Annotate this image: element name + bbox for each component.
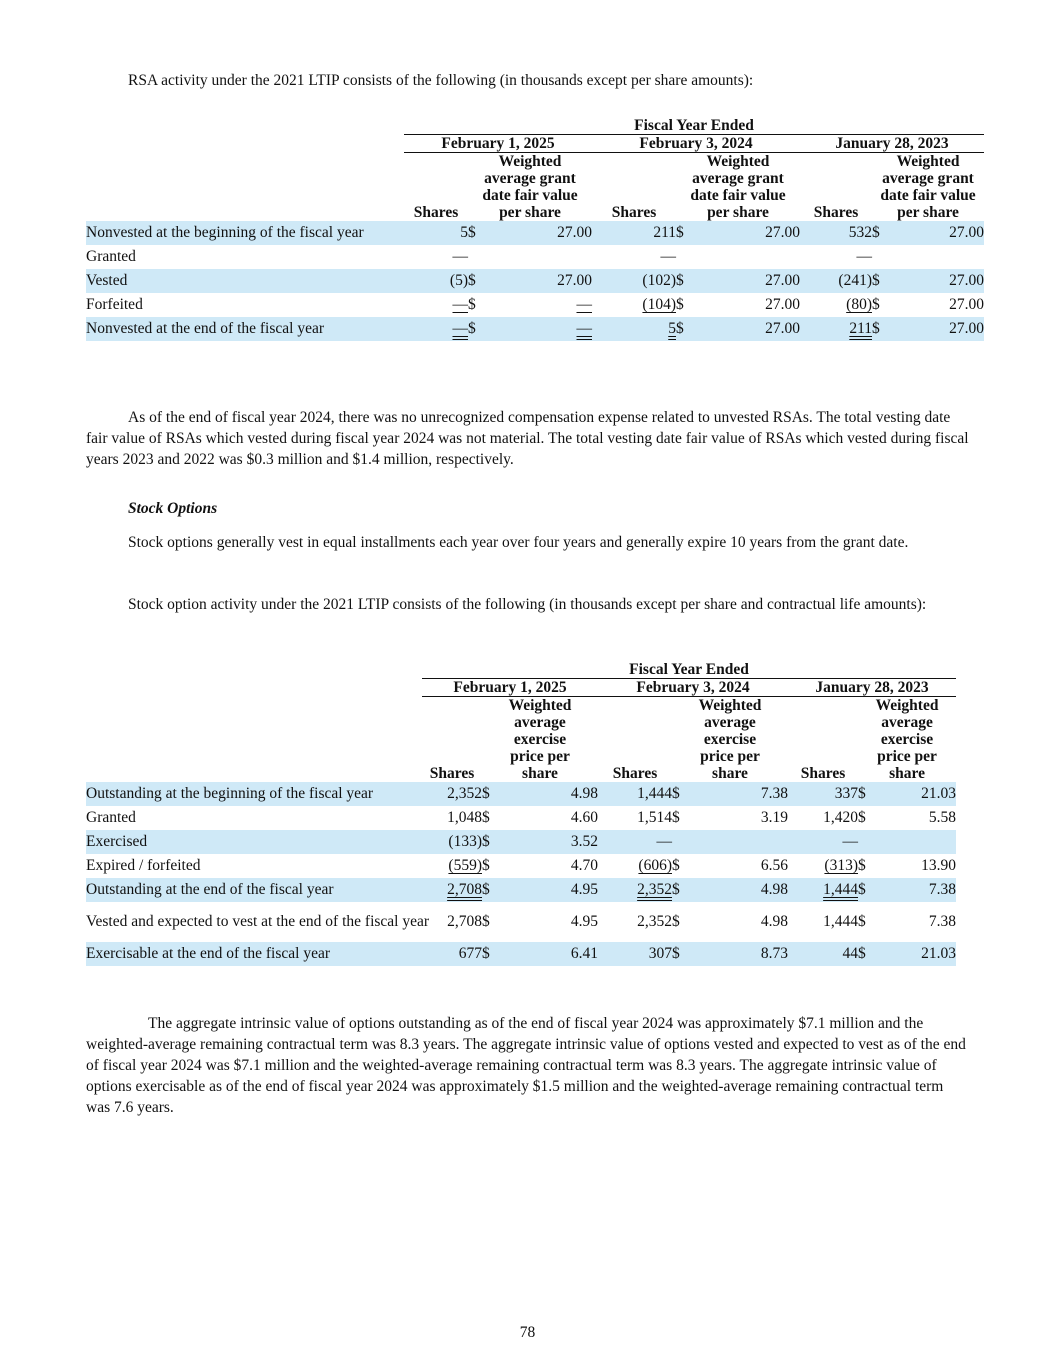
value-column-header: Weighted average exercise price per share	[508, 697, 572, 782]
stock-option-activity-table	[86, 661, 956, 966]
shares-value	[404, 269, 468, 293]
per-share-value-text: 3.52	[570, 833, 598, 850]
per-share-value	[702, 293, 800, 317]
rsa-vesting-paragraph: As of the end of fiscal year 2024, there was no unrecognized compensation expense related to unvested RSAs. The total vesting date fair value of RSAs which vested during fiscal year 2024 was not material. The total vesting date fair value of RSAs which vested during fiscal years 2023 and 2022 was $0.3 million and $1.4 million, respectively.	[86, 409, 969, 468]
currency-sign-text: $	[672, 881, 680, 898]
currency-sign-text: $	[482, 785, 490, 802]
period-header: February 1, 2025	[404, 135, 592, 153]
value-column-header: Weighted average grant date fair value per share	[880, 153, 976, 221]
currency-sign-text: $	[468, 296, 476, 313]
shares-value	[592, 221, 676, 245]
shares-value-text: 307	[648, 945, 672, 962]
per-share-value-text: 7.38	[928, 913, 957, 930]
shares-value	[422, 830, 482, 854]
currency-sign	[858, 902, 884, 942]
per-share-value-text: 21.03	[921, 945, 957, 962]
per-share-value	[508, 878, 598, 902]
currency-sign	[482, 854, 508, 878]
shares-value-text: —	[842, 833, 858, 850]
currency-sign-text: $	[672, 913, 680, 930]
shares-column-header: Shares	[800, 765, 846, 782]
currency-sign-text: $	[858, 945, 866, 962]
per-share-value-text: 27.00	[949, 296, 985, 313]
currency-sign-text: $	[858, 809, 866, 826]
per-share-value	[702, 245, 800, 269]
shares-value-text: (241)	[838, 272, 872, 289]
option-table-body	[86, 782, 956, 966]
shares-value	[592, 317, 676, 341]
per-share-value	[698, 830, 788, 854]
shares-value-text: —	[660, 248, 676, 265]
currency-sign	[676, 269, 702, 293]
table-row	[86, 293, 984, 317]
currency-sign	[872, 317, 898, 341]
per-share-value-text: —	[576, 296, 592, 313]
shares-value	[598, 942, 672, 966]
per-share-value	[884, 878, 956, 902]
row-label: Exercisable at the end of the fiscal year	[86, 942, 422, 966]
currency-sign	[672, 902, 698, 942]
shares-value-text: 44	[842, 945, 858, 962]
per-share-value-text: 4.70	[570, 857, 598, 874]
shares-value-text: 532	[848, 224, 872, 241]
per-share-value-text: —	[576, 320, 592, 337]
per-share-value	[698, 782, 788, 806]
per-share-value-text: 13.90	[921, 857, 957, 874]
per-share-value	[698, 854, 788, 878]
shares-value-text: 2,708	[447, 913, 482, 930]
shares-value-text: —	[656, 833, 672, 850]
per-share-value-text: 27.00	[765, 320, 800, 337]
options-intrinsic-value-paragraph: The aggregate intrinsic value of options outstanding as of the end of fiscal year 2024 was approximately $7.1 million and the weighted-average remaining contractual term was 8.3 years. The aggregate intrinsic value of options vested and expected to vest as of the end of fiscal year 2024 was $7.1 million and the weighted-average remaining contractual term was 8.3 years. The aggregate intrinsic value of options exercisable as of the end of fiscal year 2024 was approximately $1.5 million and the weighted-average remaining contractual term was 7.6 years.	[86, 1015, 966, 1116]
per-share-value-text: 7.38	[928, 881, 957, 898]
per-share-value	[508, 830, 598, 854]
shares-value	[592, 293, 676, 317]
table-row	[86, 878, 956, 902]
shares-value	[422, 942, 482, 966]
currency-sign-text: $	[482, 945, 490, 962]
shares-value-text: —	[452, 320, 468, 337]
rsa-table-body	[86, 221, 984, 341]
per-share-value-text: 27.00	[765, 272, 800, 289]
currency-sign-text: $	[468, 320, 476, 337]
per-share-value	[898, 269, 984, 293]
currency-sign-text: $	[672, 809, 680, 826]
shares-value	[788, 782, 858, 806]
shares-value-text: (80)	[846, 296, 872, 313]
period-header: February 3, 2024	[592, 135, 800, 153]
currency-sign-text: $	[858, 913, 866, 930]
currency-sign-text: $	[858, 857, 866, 874]
per-share-value	[494, 293, 592, 317]
currency-sign-text: $	[482, 809, 490, 826]
per-share-value	[898, 221, 984, 245]
row-label: Forfeited	[86, 296, 143, 313]
currency-sign	[468, 221, 494, 245]
currency-sign-text: $	[672, 945, 680, 962]
per-share-value	[702, 269, 800, 293]
shares-column-header: Shares	[429, 765, 475, 782]
per-share-value-text: 5.58	[928, 809, 957, 826]
row-label: Vested	[86, 269, 404, 293]
shares-value-text: (313)	[824, 857, 858, 874]
shares-value	[788, 902, 858, 942]
shares-value-text: —	[452, 248, 468, 265]
per-share-value	[884, 782, 956, 806]
per-share-value	[698, 878, 788, 902]
shares-value-text: (104)	[642, 296, 676, 313]
per-share-value	[508, 806, 598, 830]
currency-sign-text: $	[872, 320, 880, 337]
row-label: Nonvested at the beginning of the fiscal year	[86, 221, 404, 245]
per-share-value-text: 4.95	[570, 913, 598, 930]
currency-sign	[676, 221, 702, 245]
shares-column-header: Shares	[611, 204, 657, 221]
period-header: January 28, 2023	[800, 135, 984, 153]
table-row	[86, 942, 956, 966]
table-row	[86, 902, 956, 942]
currency-sign-text: $	[468, 272, 476, 289]
currency-sign-text: $	[872, 272, 880, 289]
shares-value-text: 2,352	[637, 913, 672, 930]
shares-value-text: 5	[460, 224, 468, 241]
currency-sign-text: $	[672, 857, 680, 874]
currency-sign-text: $	[676, 224, 684, 241]
currency-sign	[676, 245, 702, 269]
per-share-value	[884, 902, 956, 942]
currency-sign-text: $	[672, 785, 680, 802]
table-row	[86, 245, 984, 269]
per-share-value	[698, 942, 788, 966]
per-share-value	[494, 317, 592, 341]
per-share-value	[698, 902, 788, 942]
table-row	[86, 317, 984, 341]
shares-value	[788, 942, 858, 966]
shares-value	[598, 902, 672, 942]
per-share-value-text: 4.98	[570, 785, 598, 802]
table-row	[86, 782, 956, 806]
currency-sign	[858, 782, 884, 806]
shares-value	[404, 317, 468, 341]
currency-sign-text: $	[872, 224, 880, 241]
value-column-header: Weighted average exercise price per share	[875, 697, 939, 782]
shares-value-text: (559)	[448, 857, 482, 874]
currency-sign	[676, 293, 702, 317]
shares-column-header: Shares	[413, 204, 459, 221]
shares-value	[598, 830, 672, 854]
currency-sign	[872, 269, 898, 293]
currency-sign	[482, 830, 508, 854]
shares-value-text: 337	[834, 785, 858, 802]
per-share-value-text: 21.03	[921, 785, 957, 802]
shares-value-text: —	[856, 248, 872, 265]
shares-value	[598, 806, 672, 830]
value-column-header: Weighted average grant date fair value per share	[690, 153, 786, 221]
table-row	[86, 221, 984, 245]
currency-sign	[672, 854, 698, 878]
shares-value-text: (5)	[449, 272, 468, 289]
period-header: February 3, 2024	[598, 679, 788, 697]
table-row	[86, 854, 956, 878]
currency-sign	[872, 221, 898, 245]
shares-value-text: 2,352	[637, 881, 672, 898]
shares-value-text: 1,444	[823, 913, 858, 930]
currency-sign	[468, 245, 494, 269]
currency-sign	[482, 942, 508, 966]
per-share-value	[884, 830, 956, 854]
per-share-value	[508, 942, 598, 966]
shares-value-text: (133)	[448, 833, 482, 850]
currency-sign	[676, 317, 702, 341]
shares-value-text: 677	[458, 945, 482, 962]
row-label: Vested and expected to vest at the end of the fiscal year	[86, 913, 430, 930]
rsa-intro-text: RSA activity under the 2021 LTIP consists of the following (in thousands except per share amounts):	[128, 72, 754, 89]
shares-value-text: —	[452, 296, 468, 313]
per-share-value	[884, 854, 956, 878]
row-label: Outstanding at the end of the fiscal year	[86, 878, 422, 902]
page-number: 78	[519, 1324, 536, 1341]
currency-sign	[482, 806, 508, 830]
value-column-header: Weighted average grant date fair value per share	[482, 153, 578, 221]
shares-value	[598, 878, 672, 902]
per-share-value-text: 4.60	[570, 809, 598, 826]
currency-sign	[672, 942, 698, 966]
shares-value-text: 211	[849, 320, 872, 337]
value-column-header: Weighted average exercise price per share	[698, 697, 762, 782]
shares-value	[800, 221, 872, 245]
currency-sign	[468, 293, 494, 317]
shares-value	[788, 878, 858, 902]
currency-sign	[672, 782, 698, 806]
per-share-value	[898, 293, 984, 317]
per-share-value	[702, 221, 800, 245]
shares-value-text: 1,420	[823, 809, 858, 826]
shares-value-text: 2,352	[447, 785, 482, 802]
shares-value-text: 211	[653, 224, 676, 241]
per-share-value	[494, 221, 592, 245]
per-share-value	[898, 245, 984, 269]
row-label: Granted	[86, 248, 136, 265]
row-label: Nonvested at the end of the fiscal year	[86, 317, 404, 341]
per-share-value-text: 6.41	[570, 945, 598, 962]
per-share-value-text: 4.95	[570, 881, 598, 898]
currency-sign-text: $	[676, 320, 684, 337]
per-share-value-text: 4.98	[760, 881, 788, 898]
per-share-value-text: 27.00	[557, 224, 592, 241]
per-share-value	[508, 854, 598, 878]
shares-value-text: 1,514	[637, 809, 672, 826]
shares-value	[598, 854, 672, 878]
currency-sign-text: $	[872, 296, 880, 313]
currency-sign-text: $	[676, 296, 684, 313]
shares-value	[422, 878, 482, 902]
currency-sign	[872, 293, 898, 317]
shares-value	[788, 854, 858, 878]
currency-sign	[858, 854, 884, 878]
shares-value-text: 1,444	[637, 785, 672, 802]
shares-value	[422, 806, 482, 830]
per-share-value-text: 6.56	[760, 857, 788, 874]
options-intro-text: Stock option activity under the 2021 LTIP consists of the following (in thousands except per share and contractual life amounts):	[128, 596, 927, 613]
fiscal-year-header: Fiscal Year Ended	[422, 661, 956, 679]
currency-sign-text: $	[676, 272, 684, 289]
currency-sign-text: $	[858, 881, 866, 898]
per-share-value-text: 27.00	[557, 272, 592, 289]
shares-value	[788, 806, 858, 830]
per-share-value-text: 27.00	[765, 224, 800, 241]
shares-value	[800, 245, 872, 269]
shares-value-text: 5	[668, 320, 676, 337]
currency-sign	[858, 878, 884, 902]
per-share-value-text: 3.19	[760, 809, 788, 826]
shares-value	[404, 221, 468, 245]
shares-value	[422, 782, 482, 806]
currency-sign	[482, 782, 508, 806]
per-share-value	[508, 902, 598, 942]
row-label: Exercised	[86, 830, 422, 854]
per-share-value	[884, 942, 956, 966]
per-share-value-text: 27.00	[949, 272, 985, 289]
shares-value	[800, 317, 872, 341]
currency-sign	[672, 830, 698, 854]
per-share-value-text: 27.00	[949, 320, 985, 337]
shares-value-text: (606)	[638, 857, 672, 874]
per-share-value	[494, 245, 592, 269]
shares-column-header: Shares	[813, 204, 859, 221]
shares-value	[788, 830, 858, 854]
shares-value	[800, 269, 872, 293]
row-label: Outstanding at the beginning of the fiscal year	[86, 782, 422, 806]
stock-options-paragraph: Stock options generally vest in equal installments each year over four years and generally expire 10 years from the grant date.	[128, 534, 909, 551]
shares-value	[598, 782, 672, 806]
currency-sign	[858, 806, 884, 830]
rsa-activity-table	[86, 117, 984, 341]
currency-sign	[858, 830, 884, 854]
fiscal-year-header: Fiscal Year Ended	[404, 117, 984, 135]
currency-sign	[468, 317, 494, 341]
currency-sign-text: $	[858, 785, 866, 802]
shares-value	[404, 245, 468, 269]
stock-options-heading: Stock Options	[128, 500, 218, 517]
per-share-value-text: 27.00	[949, 224, 985, 241]
period-header: February 1, 2025	[422, 679, 598, 697]
row-label: Expired / forfeited	[86, 857, 201, 874]
per-share-value	[898, 317, 984, 341]
currency-sign-text: $	[468, 224, 476, 241]
currency-sign-text: $	[482, 857, 490, 874]
per-share-value	[884, 806, 956, 830]
currency-sign	[858, 942, 884, 966]
per-share-value-text: 27.00	[765, 296, 800, 313]
row-label: Granted	[86, 809, 136, 826]
shares-value	[422, 854, 482, 878]
shares-value	[422, 902, 482, 942]
shares-value-text: 1,048	[447, 809, 482, 826]
per-share-value-text: 8.73	[760, 945, 788, 962]
currency-sign	[468, 269, 494, 293]
currency-sign	[482, 878, 508, 902]
currency-sign	[672, 806, 698, 830]
shares-column-header: Shares	[612, 765, 658, 782]
per-share-value-text: 4.98	[760, 913, 788, 930]
shares-value	[592, 245, 676, 269]
currency-sign	[482, 902, 508, 942]
currency-sign-text: $	[482, 913, 490, 930]
per-share-value	[702, 317, 800, 341]
table-row	[86, 806, 956, 830]
shares-value	[592, 269, 676, 293]
shares-value-text: 1,444	[823, 881, 858, 898]
shares-value	[404, 293, 468, 317]
currency-sign	[672, 878, 698, 902]
shares-value-text: 2,708	[447, 881, 482, 898]
shares-value	[800, 293, 872, 317]
table-row	[86, 830, 956, 854]
per-share-value	[494, 269, 592, 293]
per-share-value-text: 7.38	[760, 785, 788, 802]
period-header: January 28, 2023	[788, 679, 956, 697]
shares-value-text: (102)	[642, 272, 676, 289]
currency-sign	[872, 245, 898, 269]
currency-sign-text: $	[482, 881, 490, 898]
table-row	[86, 269, 984, 293]
per-share-value	[508, 782, 598, 806]
per-share-value	[698, 806, 788, 830]
currency-sign-text: $	[482, 833, 490, 850]
